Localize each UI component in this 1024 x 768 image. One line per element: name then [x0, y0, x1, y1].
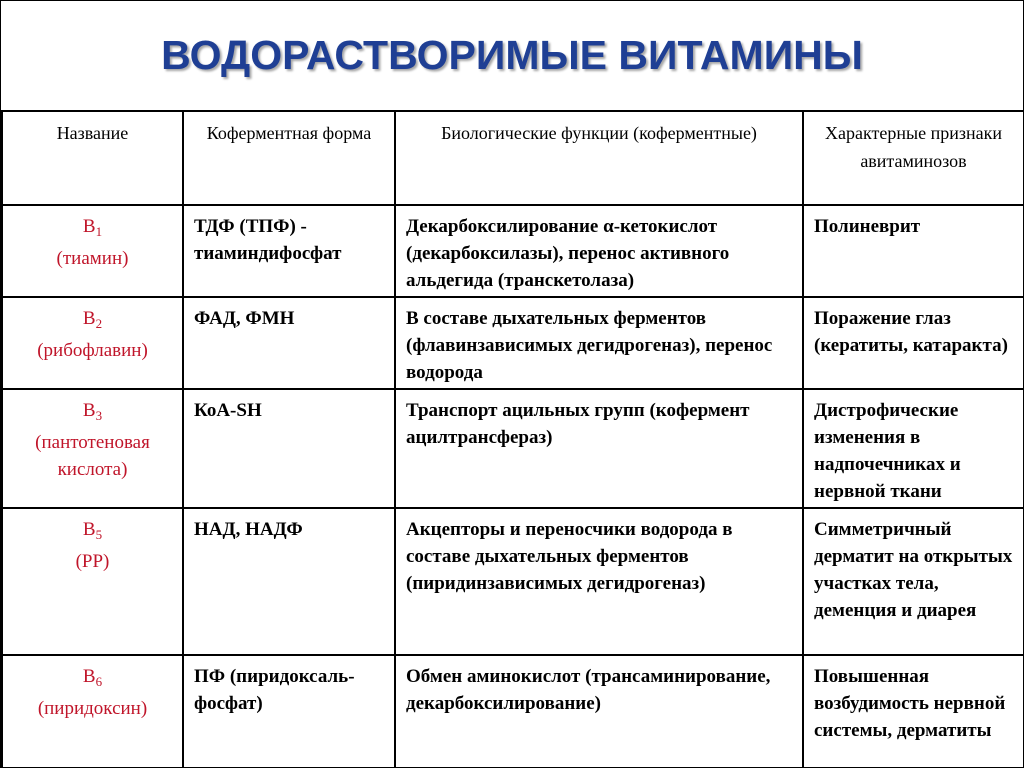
- vitamin-cell: [2, 205, 183, 297]
- vitamins-table: [1, 110, 1024, 768]
- vitamin-cell: [2, 389, 183, 508]
- vitamin-cell: [2, 655, 183, 768]
- vitamin-subscript: 3: [95, 408, 103, 423]
- vitamin-letter: В: [82, 216, 96, 237]
- functions-cell: Декарбоксилирование α-кетокислот (декарбоксилазы), перенос активного альдегида (транскетолаза): [395, 205, 803, 297]
- functions-cell: Транспорт ацильных групп (кофермент ацилтрансфераз): [395, 389, 803, 508]
- functions-cell: В составе дыхательных ферментов (флавинзависимых дегидрогеназ), перенос водорода: [395, 297, 803, 389]
- coenzyme-cell: ТДФ (ТПФ) - тиаминдифосфат: [183, 205, 395, 297]
- symptoms-cell: Дистрофические изменения в надпочечниках и нервной ткани: [803, 389, 1024, 508]
- vitamin-name: (РР): [75, 551, 110, 572]
- vitamin-name: (тиамин): [56, 248, 129, 269]
- table-row: [2, 205, 1024, 297]
- vitamin-cell: [2, 297, 183, 389]
- table-row: [2, 389, 1024, 508]
- symptoms-cell: Полиневрит: [803, 205, 1024, 297]
- coenzyme-cell: КоА-SH: [183, 389, 395, 508]
- vitamin-letter: В: [82, 400, 96, 421]
- header-deficiency-symptoms: Характерные признаки авитаминозов: [803, 111, 1024, 205]
- vitamin-name: (пиридоксин): [37, 698, 148, 719]
- coenzyme-cell: НАД, НАДФ: [183, 508, 395, 655]
- symptoms-cell: Симметричный дерматит на открытых участках тела, деменция и диарея: [803, 508, 1024, 655]
- symptoms-cell: Повышенная возбудимость нервной системы, дерматиты: [803, 655, 1024, 768]
- vitamin-letter: В: [82, 519, 96, 540]
- vitamin-letter: В: [82, 666, 96, 687]
- vitamin-subscript: 5: [95, 527, 103, 542]
- vitamin-cell: [2, 508, 183, 655]
- vitamin-subscript: 6: [95, 674, 103, 689]
- coenzyme-cell: ФАД, ФМН: [183, 297, 395, 389]
- functions-cell: Акцепторы и переносчики водорода в составе дыхательных ферментов (пиридинзависимых дегидрогеназ): [395, 508, 803, 655]
- vitamin-letter: В: [82, 308, 96, 329]
- vitamin-name: (пантотеновая кислота): [35, 432, 150, 480]
- page-title: ВОДОРАСТВОРИМЫЕ ВИТАМИНЫ: [161, 31, 863, 78]
- vitamin-subscript: 2: [95, 316, 103, 331]
- coenzyme-cell: ПФ (пиридоксаль-фосфат): [183, 655, 395, 768]
- table-row: [2, 297, 1024, 389]
- table-row: [2, 508, 1024, 655]
- title-area: [1, 1, 1023, 109]
- header-coenzyme-form: Коферментная форма: [183, 111, 395, 205]
- table-header-row: [2, 111, 1024, 205]
- symptoms-cell: Поражение глаз (кератиты, катаракта): [803, 297, 1024, 389]
- header-biological-functions: Биологические функции (коферментные): [395, 111, 803, 205]
- vitamin-subscript: 1: [95, 224, 103, 239]
- header-name: Название: [2, 111, 183, 205]
- functions-cell: Обмен аминокислот (трансаминирование, декарбоксилирование): [395, 655, 803, 768]
- table-row: [2, 655, 1024, 768]
- vitamin-name: (рибофлавин): [37, 340, 148, 361]
